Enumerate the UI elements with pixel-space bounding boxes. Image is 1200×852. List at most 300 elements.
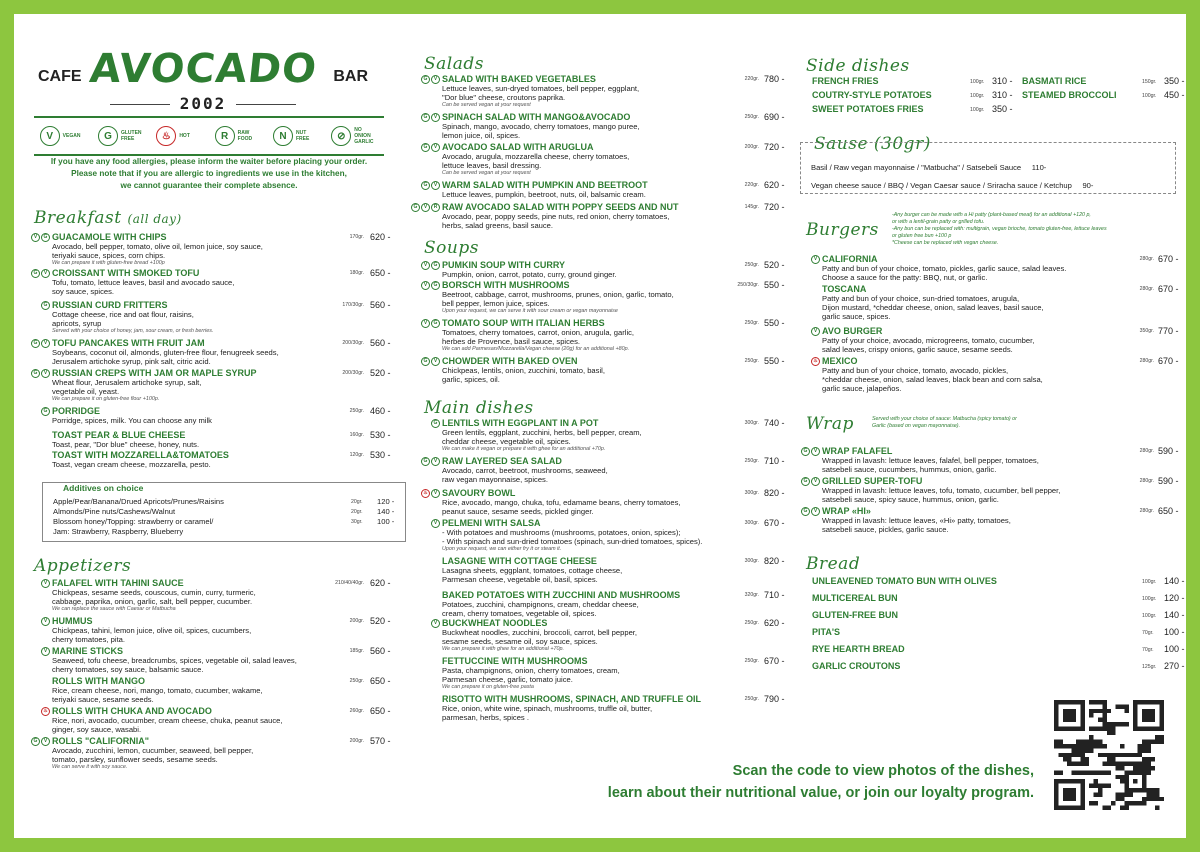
vegan-icon: V	[431, 619, 440, 628]
badge-group	[30, 647, 50, 656]
vegan-icon: V	[431, 181, 440, 190]
menu-item-wrap-falafel[interactable]	[800, 446, 1200, 474]
item-name-text: FALAFEL WITH TAHINI SAUCE	[52, 578, 184, 588]
item-description: Spinach, mango, avocado, cherry tomatoes, mango puree,	[442, 122, 640, 131]
bread-item-rye-hearth-bread[interactable]: RYE HEARTH BREAD	[812, 644, 905, 654]
item-description: Patty and bun of your choice, tomato, avocado, pickles,	[822, 366, 1009, 375]
additive-row: Jam: Strawberry, Raspberry, Blueberry	[53, 527, 184, 536]
badge-group	[800, 507, 820, 516]
menu-item-spinach-salad-with-mango-avocado[interactable]	[420, 112, 812, 140]
item-description: garlic, spices, oil.	[442, 375, 500, 384]
side-dish-steamed-broccoli[interactable]: STEAMED BROCCOLI	[1022, 90, 1117, 100]
vegan-icon: V	[41, 269, 50, 278]
gluten-free-icon: G	[431, 419, 440, 428]
gluten-free-icon: G	[41, 233, 50, 242]
item-description: satsebeli sauce, pickles, garlic sauce.	[822, 525, 949, 534]
item-weight: 250gr.	[744, 358, 759, 364]
badge-group	[420, 75, 440, 84]
item-name-text: ROLLS WITH CHUKA AND AVOCADO	[52, 706, 212, 716]
menu-item-raw-layered-sea-salad[interactable]	[420, 456, 812, 484]
badge-group	[800, 447, 820, 456]
vegan-icon: V	[421, 203, 430, 212]
badge-group	[800, 327, 820, 336]
item-description: soy sauce, spices.	[52, 287, 115, 296]
item-weight: 185gr.	[349, 648, 364, 654]
menu-item-lasagne-with-cottage-cheese[interactable]	[420, 556, 812, 584]
item-name-text: RAW AVOCADO SALAD WITH POPPY SEEDS AND NUT	[442, 202, 679, 212]
gluten-free-icon: G	[411, 203, 420, 212]
item-note: We can add Parmesan/Mozzarella/Vegan cheese (20g) for an additional +80p.	[442, 346, 630, 352]
item-description: Cottage cheese, rice and oat flour, raisins,	[52, 310, 194, 319]
item-price: 740 -	[764, 418, 785, 428]
menu-item-toast-pear-blue-cheese[interactable]	[30, 430, 418, 449]
item-note: Can be served vegan at your request	[442, 102, 531, 108]
vegan-icon: V	[431, 457, 440, 466]
item-name-text: TOAST WITH MOZZARELLA&TOMATOES	[52, 450, 229, 460]
gluten-free-icon: G	[801, 507, 810, 516]
item-description: Avocado, arugula, mozzarella cheese, cherry tomatoes,	[442, 152, 630, 161]
menu-item-mexico[interactable]	[800, 356, 1200, 393]
bread-weight: 125gr.	[1142, 664, 1157, 670]
legend-label: NO ONION GARLIC	[354, 127, 374, 145]
item-price: 790 -	[764, 694, 785, 704]
item-description: *cheddar cheese, onion, salad leaves, black bean and corn salsa,	[822, 375, 1043, 384]
qr-code-icon[interactable]	[1054, 700, 1164, 810]
vegan-icon: V	[421, 261, 430, 270]
item-note: We can make it vegan or prepare it with ghee for an additional +70p.	[442, 446, 606, 452]
menu-item-tofu-pancakes-with-fruit-jam[interactable]	[30, 338, 418, 366]
menu-item-salad-with-baked-vegetables[interactable]	[420, 74, 812, 109]
badge-group	[30, 407, 50, 416]
menu-item-california[interactable]	[800, 254, 1200, 282]
badge-group	[30, 301, 50, 310]
item-description: vegetable oil, yeast.	[52, 387, 120, 396]
vegan-icon: V	[431, 357, 440, 366]
item-price: 720 -	[764, 202, 785, 212]
gluten-free-icon: G	[41, 301, 50, 310]
logo-bar-text: BAR	[333, 68, 368, 85]
gluten-free-icon: G	[98, 126, 118, 146]
menu-item-russian-curd-fritters[interactable]	[30, 300, 418, 335]
menu-item-tomato-soup-with-italian-herbs[interactable]	[420, 318, 812, 353]
item-description: Rice, nori, avocado, cucumber, cream cheese, chuka, peanut sauce,	[52, 716, 283, 725]
item-name-text: AVOCADO SALAD WITH ARUGLUA	[442, 142, 594, 152]
gluten-free-icon: G	[421, 181, 430, 190]
gluten-free-icon: G	[421, 357, 430, 366]
legend-label: NUT FREE	[295, 130, 310, 142]
raw-food-icon: R	[431, 203, 440, 212]
menu-item-chowder-with-baked-oven[interactable]	[420, 356, 812, 384]
section-title-breakfast: Breakfast (all day)	[34, 208, 182, 228]
item-description: teriyaki sauce, sesame seeds.	[52, 695, 154, 704]
gluten-free-icon: G	[801, 447, 810, 456]
item-price: 820 -	[764, 556, 785, 566]
item-description: Rice, onion, white wine, spinach, mushrooms, truffle oil, butter,	[442, 704, 653, 713]
item-name-text: HUMMUS	[52, 616, 93, 626]
item-weight: 170/30gr.	[342, 302, 364, 308]
item-description: Lettuce leaves, pumpkin, beetroot, nuts, oil, balsamic cream.	[442, 190, 646, 199]
side-dish-price: 310 -	[992, 90, 1013, 100]
item-price: 670 -	[764, 518, 785, 528]
item-price: 520 -	[370, 616, 391, 626]
badge-group	[420, 457, 440, 466]
item-weight: 300gr.	[744, 558, 759, 564]
item-name-text: WARM SALAD WITH PUMPKIN AND BEETROOT	[442, 180, 648, 190]
menu-item-toscana[interactable]	[800, 284, 1200, 321]
menu-page	[14, 14, 1186, 838]
item-note: Served with your choice of honey, jam, sour cream, or fresh berries.	[52, 328, 214, 334]
item-name-text: LASAGNE WITH COTTAGE CHEESE	[442, 556, 597, 566]
item-weight: 280gr.	[1139, 256, 1154, 262]
item-name-text: PUMKIN SOUP WITH CURRY	[442, 260, 566, 270]
menu-item-pelmeni-with-salsa[interactable]	[420, 518, 812, 553]
additive-price: 100 -	[377, 517, 395, 526]
badge-group	[420, 319, 440, 328]
vegan-icon: V	[811, 477, 820, 486]
item-weight: 320gr.	[744, 592, 759, 598]
side-dish-basmati-rice[interactable]: BASMATI RICE	[1022, 76, 1087, 86]
item-weight: 300gr.	[744, 520, 759, 526]
bread-weight: 100gr.	[1142, 613, 1157, 619]
additive-weight: 30gr.	[351, 519, 363, 525]
item-price: 780 -	[764, 74, 785, 84]
item-name-text: PELMENI WITH SALSA	[442, 518, 541, 528]
item-note: We can prepare it on gluten-free flour +100p.	[52, 396, 160, 402]
item-price: 620 -	[764, 618, 785, 628]
item-price: 620 -	[370, 578, 391, 588]
item-note: We can replace the sauce with Caesar or Matbucha	[52, 606, 176, 612]
item-name-text: AVO BURGER	[822, 326, 883, 336]
item-note: We can prepare it on gluten-free pasta	[442, 684, 534, 690]
menu-item-warm-salad-with-pumpkin-and-beetroot[interactable]	[420, 180, 812, 199]
item-name-text: RUSSIAN CURD FRITTERS	[52, 300, 168, 310]
sauce-line-1: Basil / Raw vegan mayonnaise / "Matbucha" / Satsebeli Sauce 110-	[811, 163, 1047, 172]
item-description: Rice, avocado, mango, chuka, tofu, edamame beans, cherry tomatoes,	[442, 498, 681, 507]
item-description: Avocado, zucchini, lemon, cucumber, seaweed, bell pepper,	[52, 746, 254, 755]
item-weight: 300gr.	[744, 420, 759, 426]
item-description: Toast, vegan cream cheese, mozzarella, pesto.	[52, 460, 211, 469]
item-description: Toast, pear, "Dor blue" cheese, honey, nuts.	[52, 440, 200, 449]
menu-item-wrap-hi[interactable]	[800, 506, 1200, 534]
item-price: 520 -	[764, 260, 785, 270]
item-description: tomato, parsley, sunflower seeds, sesame seeds.	[52, 755, 218, 764]
item-weight: 250gr.	[744, 658, 759, 664]
side-dish-weight: 100gr.	[970, 93, 985, 99]
item-price: 650 -	[370, 268, 391, 278]
item-price: 690 -	[764, 112, 785, 122]
side-dish-coutry-style-potatoes[interactable]: COUTRY-STYLE POTATOES	[812, 90, 932, 100]
vegan-icon: V	[431, 489, 440, 498]
legend-label: GLUTEN FREE	[120, 130, 142, 142]
menu-item-marine-sticks[interactable]	[30, 646, 418, 674]
item-name-text: TOMATO SOUP WITH ITALIAN HERBS	[442, 318, 605, 328]
menu-item-lentils-with-eggplant-in-a-pot[interactable]	[420, 418, 812, 453]
menu-item-baked-potatoes-with-zucchini-and-mushrooms[interactable]	[420, 590, 812, 618]
legend-label: HOT	[179, 133, 190, 139]
vegan-icon: V	[811, 447, 820, 456]
additives-title: Additives on choice	[63, 483, 144, 493]
item-name-text: SAVOURY BOWL	[442, 488, 516, 498]
menu-item-fettuccine-with-mushrooms[interactable]	[420, 656, 812, 691]
menu-item-rolls-california[interactable]	[30, 736, 418, 771]
item-weight: 145gr.	[744, 204, 759, 210]
badge-group	[30, 579, 50, 588]
menu-item-avocado-salad-with-aruglua[interactable]	[420, 142, 812, 177]
vegan-icon: V	[40, 126, 60, 146]
menu-item-borsch-with-mushrooms[interactable]	[420, 280, 812, 315]
loyalty-scan-text: Scan the code to view photos of the dishes, learn about their nutritional value, or join our loyalty program.	[607, 763, 1034, 801]
hot-icon: ♨	[811, 357, 820, 366]
badge-group	[420, 357, 440, 366]
badge-group	[420, 113, 440, 122]
item-description: salad leaves, crispy onions, garlic sauce, sesame seeds.	[822, 345, 1013, 354]
item-weight: 250gr.	[744, 458, 759, 464]
bread-item-gluten-free-bun[interactable]: GLUTEN-FREE BUN	[812, 610, 898, 620]
item-name-text: RAW LAYERED SEA SALAD	[442, 456, 562, 466]
item-weight: 220gr.	[744, 182, 759, 188]
side-dish-weight: 150gr.	[1142, 79, 1157, 85]
sauce-box	[800, 142, 1176, 194]
item-price: 520 -	[370, 368, 391, 378]
vegan-icon: V	[41, 647, 50, 656]
item-name-text: RUSSIAN CREPS WITH JAM OR MAPLE SYRUP	[52, 368, 257, 378]
vegan-icon: V	[41, 579, 50, 588]
badge-group	[420, 419, 440, 428]
section-title-side-dishes: Side dishes	[806, 56, 910, 76]
badge-group	[30, 233, 50, 242]
badge-group	[420, 519, 440, 528]
item-name-text: CALIFORNIA	[822, 254, 878, 264]
item-description: Buckwheat noodles, zucchini, broccoli, carrot, bell pepper,	[442, 628, 638, 637]
additive-weight: 20gr.	[351, 509, 363, 515]
menu-item-risotto-with-mushrooms-spinach-and-truffle-oil[interactable]	[420, 694, 812, 722]
item-weight: 250gr.	[744, 320, 759, 326]
item-name-text: BUCKWHEAT NOODLES	[442, 618, 548, 628]
menu-item-pumkin-soup-with-curry[interactable]	[420, 260, 812, 279]
additive-row: Almonds/Pine nuts/Cashews/Walnut	[53, 507, 176, 516]
gluten-free-icon: G	[421, 143, 430, 152]
legend-item	[40, 126, 87, 146]
item-name-text: MARINE STICKS	[52, 646, 124, 656]
item-weight: 250gr.	[349, 678, 364, 684]
gluten-free-icon: G	[801, 477, 810, 486]
item-description: Wrapped in lavash: lettuce leaves, tofu, tomato, cucumber, bell pepper,	[822, 486, 1061, 495]
badge-group	[420, 261, 440, 270]
item-description: bell pepper, lemon juice, spices.	[442, 299, 550, 308]
item-price: 620 -	[370, 232, 391, 242]
side-dish-price: 350 -	[1164, 76, 1185, 86]
badge-group	[30, 737, 50, 746]
item-description: Patty and bun of your choice, sun-dried tomatoes, arugula,	[822, 294, 1020, 303]
menu-item-savoury-bowl[interactable]	[420, 488, 812, 516]
bread-item-pita-s[interactable]: PITA'S	[812, 627, 840, 637]
item-note: Upon your request, we can either fry it or steam it.	[442, 546, 562, 552]
item-description: cabbage, paprika, onion, garlic, salt, bell pepper, cucumber.	[52, 597, 253, 606]
allergy-notice: If you have any food allergies, please inform the waiter before placing your order. Please note that if you are allergic to ingredients we use in the kitchen, we cannot guarantee their complete absence.	[50, 157, 368, 190]
item-description: Parmesan cheese, vegetable oil, basil, spices.	[442, 575, 598, 584]
menu-item-toast-with-mozzarella-tomatoes[interactable]	[30, 450, 418, 469]
item-description: herbs, salad greens, basil sauce.	[442, 221, 554, 230]
gluten-free-icon: G	[431, 319, 440, 328]
item-weight: 120gr.	[349, 452, 364, 458]
side-dish-price: 350 -	[992, 104, 1013, 114]
section-title-sauce: Sause (30gr)	[810, 134, 935, 154]
item-description: Seaweed, tofu cheese, breadcrumbs, spices, vegetable oil, salad leaves,	[52, 656, 297, 665]
item-name-text: MEXICO	[822, 356, 858, 366]
item-description: teriyaki sauce, spices, corn chips.	[52, 251, 166, 260]
item-weight: 210/40/40gr.	[335, 580, 364, 586]
item-weight: 200gr.	[744, 144, 759, 150]
item-description: Soybeans, coconut oil, almonds, gluten-free flour, fenugreek seeds,	[52, 348, 279, 357]
bread-price: 100 -	[1164, 627, 1185, 637]
legend-item	[273, 126, 320, 146]
side-dish-sweet-potatoes-fries[interactable]: SWEET POTATOES FRIES	[812, 104, 924, 114]
sauce-line-2: Vegan cheese sauce / BBQ / Vegan Caesar sauce / Sriracha sauce / Ketchup 90-	[811, 181, 1094, 190]
vegan-icon: V	[41, 369, 50, 378]
item-name-text: BAKED POTATOES WITH ZUCCHINI AND MUSHROOMS	[442, 590, 681, 600]
bread-item-garlic-croutons[interactable]: GARLIC CROUTONS	[812, 661, 901, 671]
side-dish-weight: 100gr.	[970, 79, 985, 85]
bread-price: 120 -	[1164, 593, 1185, 603]
item-note: We can serve it with soy sauce.	[52, 764, 128, 770]
gluten-free-icon: G	[421, 113, 430, 122]
legend-label: RAW FOOD	[237, 130, 253, 142]
section-title-bread: Bread	[806, 554, 861, 574]
badge-group	[30, 617, 50, 626]
item-weight: 250gr.	[349, 408, 364, 414]
item-description: peanut sauce, sesame seeds, pickled ginger.	[442, 507, 594, 516]
badge-group	[30, 269, 50, 278]
bread-weight: 70gr.	[1142, 647, 1154, 653]
legend-item	[98, 126, 145, 146]
legend-label: VEGAN	[62, 133, 81, 139]
vegan-icon: V	[431, 519, 440, 528]
item-weight: 200gr.	[349, 618, 364, 624]
vegan-icon: V	[31, 233, 40, 242]
item-weight: 250gr.	[744, 262, 759, 268]
item-description: Parmesan cheese, garlic, tomato juice.	[442, 675, 573, 684]
item-description: Green lentils, eggplant, zucchini, herbs, bell pepper, cream,	[442, 428, 642, 437]
section-title-wrap: Wrap	[806, 414, 854, 434]
vegan-icon: V	[421, 319, 430, 328]
item-description: Patty and bun of your choice, tomato, pickles, garlic sauce, salad leaves.	[822, 264, 1067, 273]
logo-name: AVOCADO	[87, 46, 320, 92]
item-description: Dijon mustard, *cheddar cheese, onion, salad leaves, basil sauce,	[822, 303, 1044, 312]
item-description: Pumpkin, onion, carrot, potato, curry, ground ginger.	[442, 270, 617, 279]
menu-item-raw-avocado-salad-with-poppy-seeds-and-nut[interactable]	[413, 202, 812, 230]
item-description: lemon juice, oil, spices.	[442, 131, 521, 140]
gluten-free-icon: G	[431, 281, 440, 290]
dietary-legend	[34, 116, 384, 156]
item-name-text: PORRIDGE	[52, 406, 101, 416]
item-price: 590 -	[1158, 446, 1179, 456]
item-price: 670 -	[1158, 284, 1179, 294]
menu-item-guacamole-with-chips[interactable]	[30, 232, 418, 267]
vegan-icon: V	[431, 75, 440, 84]
item-weight: 280gr.	[1139, 286, 1154, 292]
item-description: Wrapped in lavash: lettuce leaves, falafel, bell pepper, tomatoes,	[822, 456, 1039, 465]
bread-item-multicereal-bun[interactable]: MULTICEREAL BUN	[812, 593, 898, 603]
menu-item-falafel-with-tahini-sauce[interactable]	[30, 578, 418, 613]
badge-group	[800, 357, 820, 366]
menu-item-croissant-with-smoked-tofu[interactable]	[30, 268, 418, 296]
item-price: 820 -	[764, 488, 785, 498]
additive-weight: 20gr.	[351, 499, 363, 505]
menu-item-grilled-super-tofu[interactable]	[800, 476, 1200, 504]
bread-price: 140 -	[1164, 576, 1185, 586]
badge-group	[420, 619, 440, 628]
item-price: 710 -	[764, 590, 785, 600]
badge-group	[420, 281, 440, 290]
bread-item-unleavened-tomato-bun-with-olives[interactable]: UNLEAVENED TOMATO BUN WITH OLIVES	[812, 576, 997, 586]
item-description: Chickpeas, tahini, lemon juice, olive oil, spices, cucumbers,	[52, 626, 252, 635]
menu-item-avo-burger[interactable]	[800, 326, 1200, 354]
item-description: Pasta, champignons, onion, cherry tomatoes, cream,	[442, 666, 620, 675]
side-dish-price: 310 -	[992, 76, 1013, 86]
item-description: cherry tomatoes, soy sauce, balsamic sauce.	[52, 665, 204, 674]
item-name-text: GRILLED SUPER-TOFU	[822, 476, 923, 486]
additive-row: Blossom honey/Topping: strawberry or caramel/	[53, 517, 214, 526]
menu-item-buckwheat-noodles[interactable]	[420, 618, 812, 653]
item-price: 670 -	[1158, 356, 1179, 366]
vegan-icon: V	[431, 143, 440, 152]
item-description: "Dor blue" cheese, croutons paprika.	[442, 93, 566, 102]
additive-price: 120 -	[377, 497, 395, 506]
item-description: cream, cherry tomatoes, vegetable oil, spices.	[442, 609, 597, 618]
item-name-text: CHOWDER WITH BAKED OVEN	[442, 356, 578, 366]
item-price: 720 -	[764, 142, 785, 152]
item-description: ginger, soy sauce, wasabi.	[52, 725, 142, 734]
item-price: 550 -	[764, 356, 785, 366]
item-description: satsebeli sauce, spicy sauce, hummus, onion, garlic.	[822, 495, 999, 504]
badge-group	[800, 255, 820, 264]
side-dish-price: 450 -	[1164, 90, 1185, 100]
vegan-icon: V	[41, 339, 50, 348]
menu-item-hummus[interactable]	[30, 616, 418, 644]
item-description: Lettuce leaves, sun-dryed tomatoes, bell pepper, eggplant,	[442, 84, 640, 93]
item-name-text: SALAD WITH BAKED VEGETABLES	[442, 74, 596, 84]
bread-weight: 100gr.	[1142, 596, 1157, 602]
item-weight: 170gr.	[349, 234, 364, 240]
menu-item-russian-creps-with-jam-or-maple-syrup[interactable]	[30, 368, 418, 403]
badge-group	[30, 339, 50, 348]
menu-item-rolls-with-chuka-and-avocado[interactable]	[30, 706, 418, 734]
vegan-icon: V	[811, 507, 820, 516]
item-weight: 220gr.	[744, 76, 759, 82]
item-note: Can be served vegan at your request	[442, 170, 531, 176]
item-weight: 200/30gr.	[342, 340, 364, 346]
item-description: parmesan, herbs, spices .	[442, 713, 529, 722]
item-price: 560 -	[370, 646, 391, 656]
item-name-text: SPINACH SALAD WITH MANGO&AVOCADO	[442, 112, 631, 122]
item-weight: 180gr.	[349, 270, 364, 276]
item-description: Choose a sauce for the patty: BBQ, nut, or garlic.	[822, 273, 988, 282]
gluten-free-icon: G	[41, 407, 50, 416]
menu-item-porridge[interactable]	[30, 406, 418, 425]
item-description: satsebeli sauce, cucumbers, hummus, onion, garlic.	[822, 465, 997, 474]
side-dish-french-fries[interactable]: FRENCH FRIES	[812, 76, 879, 86]
item-description: Wrapped in lavash: lettuce leaves, «Hi» patty, tomatoes,	[822, 516, 1011, 525]
item-description: Chickpeas, lentils, onion, zucchini, tomato, basil,	[442, 366, 605, 375]
hot-icon: ♨	[156, 126, 176, 146]
item-description: lettuce leaves, basil dressing.	[442, 161, 542, 170]
menu-item-rolls-with-mango[interactable]	[30, 676, 418, 704]
nut-free-icon: N	[273, 126, 293, 146]
item-description: cherry tomatoes, pita.	[52, 635, 126, 644]
legend-item	[331, 126, 378, 146]
vegan-icon: V	[41, 737, 50, 746]
legend-item	[215, 126, 262, 146]
